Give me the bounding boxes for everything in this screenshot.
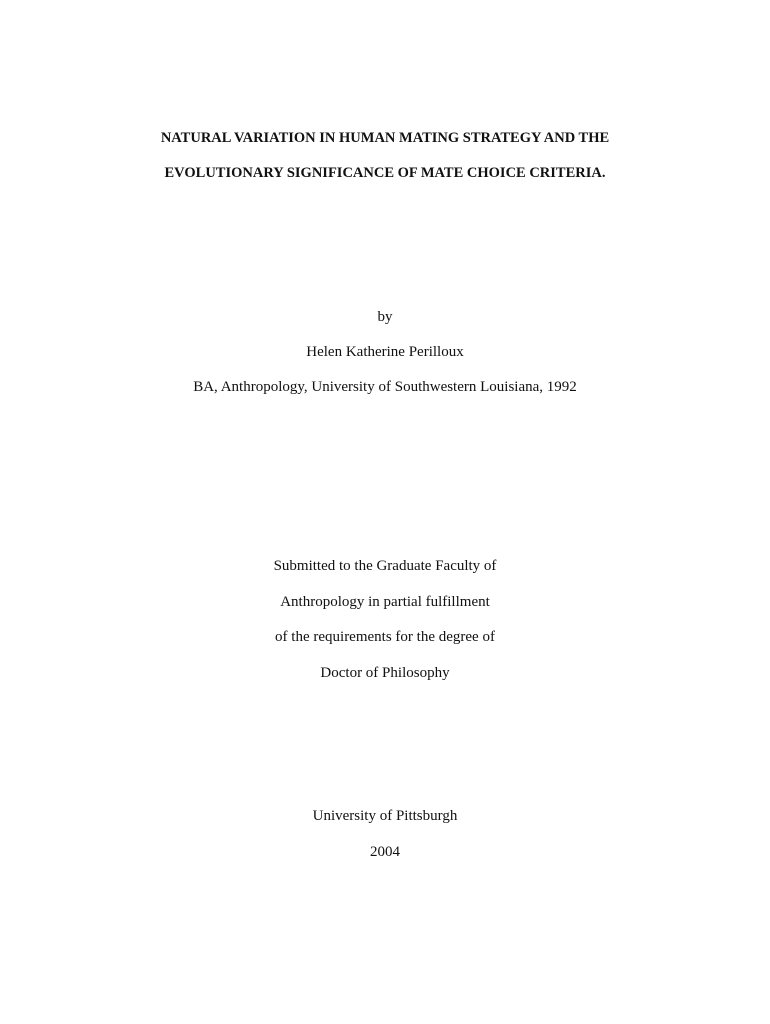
prior-degree: BA, Anthropology, University of Southwestern Louisiana, 1992: [193, 379, 577, 395]
author-name: Helen Katherine Perilloux: [306, 344, 464, 360]
by-label: by: [377, 309, 393, 325]
year: 2004: [370, 844, 400, 860]
submission-line-1: Submitted to the Graduate Faculty of: [273, 558, 497, 574]
institution-name: University of Pittsburgh: [312, 808, 458, 824]
degree-name: Doctor of Philosophy: [320, 665, 450, 681]
submission-line-3: of the requirements for the degree of: [275, 629, 495, 645]
title-line-2: EVOLUTIONARY SIGNIFICANCE OF MATE CHOICE CRITERIA.: [164, 165, 606, 181]
submission-line-2: Anthropology in partial fulfillment: [280, 594, 490, 610]
title-line-1: NATURAL VARIATION IN HUMAN MATING STRATEGY AND THE: [160, 130, 610, 146]
